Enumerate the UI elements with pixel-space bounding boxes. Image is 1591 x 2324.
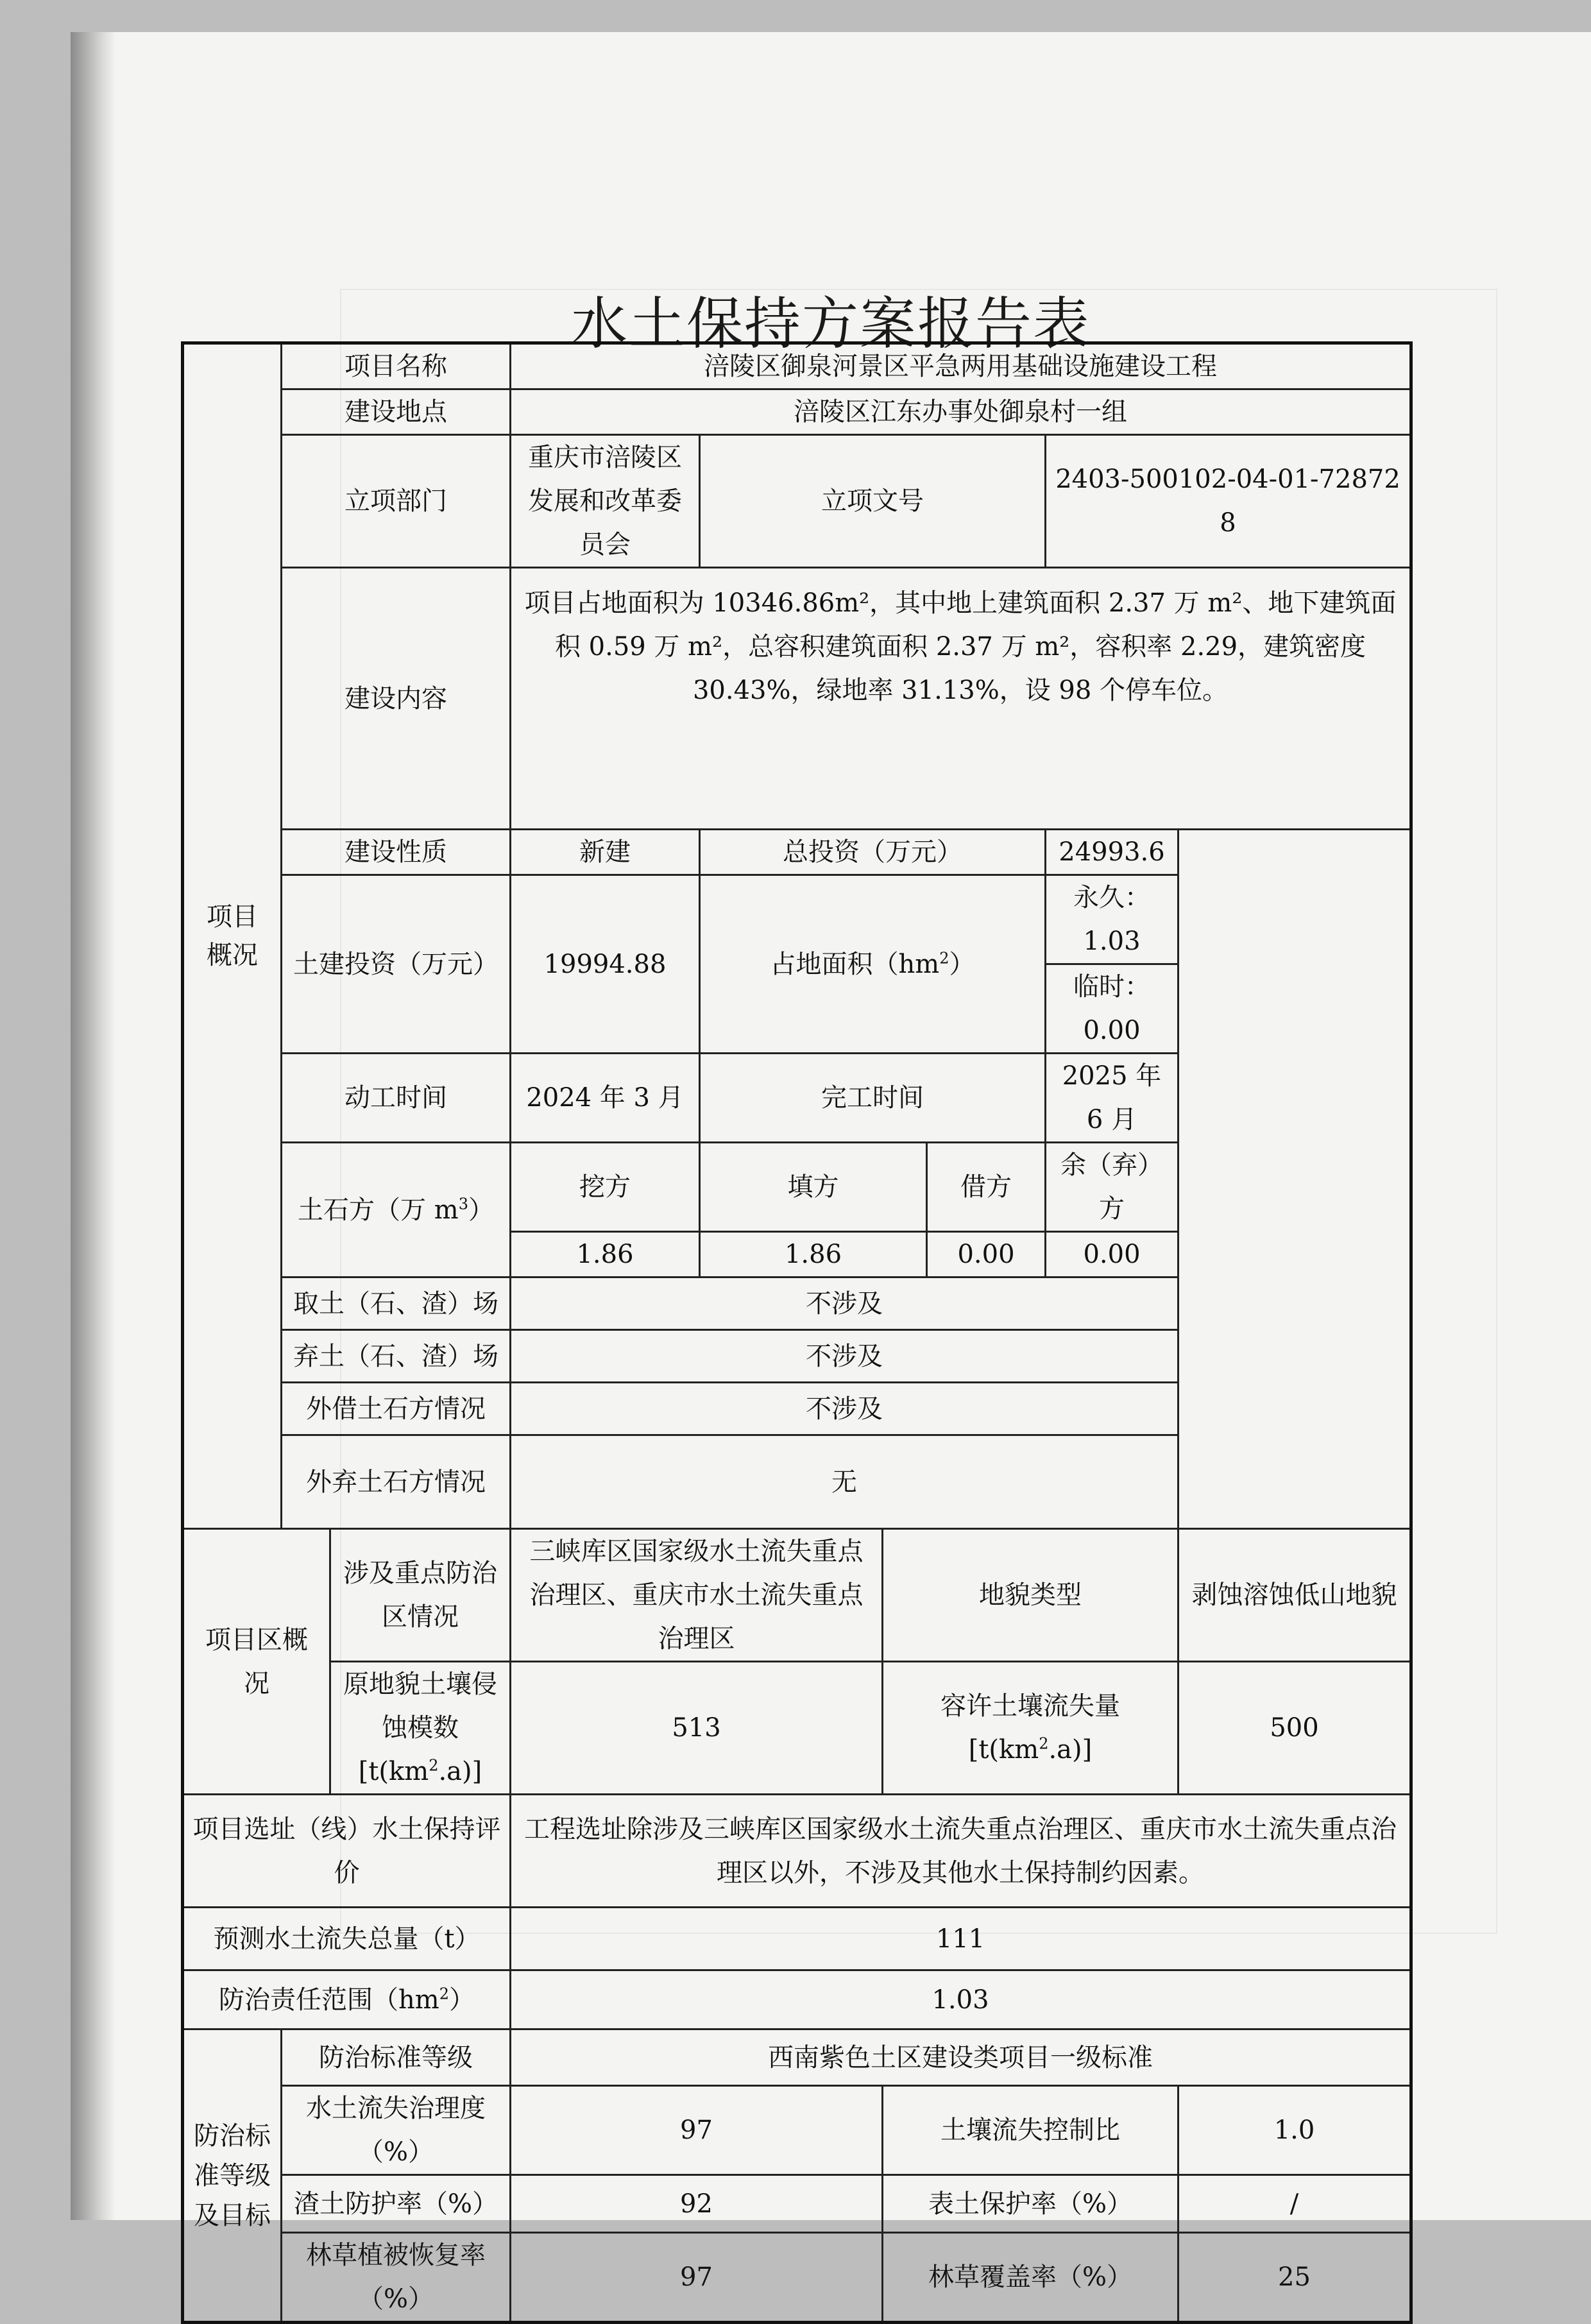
start-time-value: 2024 年 3 月 xyxy=(511,1054,700,1143)
row-location xyxy=(183,389,1411,435)
soil-conservation-report-table xyxy=(181,341,1413,2324)
page-title: 水土保持方案报告表 xyxy=(570,291,1091,357)
total-investment-label: 总投资（万元） xyxy=(700,830,1046,875)
slag-protection-label: 渣土防护率（%） xyxy=(282,2175,511,2233)
row-borrow-site xyxy=(183,1277,1411,1330)
nature-value: 新建 xyxy=(511,830,700,875)
landform-type-value: 剥蚀溶蚀低山地貌 xyxy=(1178,1529,1411,1662)
row-spoil-site xyxy=(183,1330,1411,1383)
surplus-label: 余（弃）方 xyxy=(1046,1143,1178,1232)
content-label: 建设内容 xyxy=(282,568,511,830)
allowable-loss-label: 容许土壤流失量 $[t(km^2.a)]$ xyxy=(883,1662,1178,1795)
finish-time-value: 2025 年 6 月 xyxy=(1046,1054,1178,1143)
location-value: 涪陵区江东办事处御泉村一组 xyxy=(511,389,1411,435)
civil-investment-label: 土建投资（万元） xyxy=(282,875,511,1054)
land-permanent-value: 永久：1.03 xyxy=(1046,875,1178,964)
row-slag-protection xyxy=(183,2175,1411,2233)
loss-control-ratio-value: 1.0 xyxy=(1178,2086,1411,2175)
veg-restoration-value: 97 xyxy=(511,2233,883,2323)
start-time-label: 动工时间 xyxy=(282,1054,511,1143)
row-earthwork-head xyxy=(183,1143,1411,1232)
borrow-label: 借方 xyxy=(927,1143,1046,1232)
fill-value: 1.86 xyxy=(700,1232,927,1277)
external-spoil-label: 外弃土石方情况 xyxy=(282,1435,511,1529)
fill-label: 填方 xyxy=(700,1143,927,1232)
control-degree-label: 水土流失治理度（%） xyxy=(282,2086,511,2175)
key-zone-value: 三峡库区国家级水土流失重点治理区、重庆市水土流失重点治理区 xyxy=(511,1529,883,1662)
erosion-modulus-value: 513 xyxy=(511,1662,883,1795)
excavation-label: 挖方 xyxy=(511,1143,700,1232)
project-overview-label: 项目概况 xyxy=(183,343,282,1529)
borrow-site-value: 不涉及 xyxy=(511,1277,1178,1330)
forest-coverage-value: 25 xyxy=(1178,2233,1411,2323)
predicted-loss-value: 111 xyxy=(511,1908,1411,1970)
std-level-label: 防治标准等级 xyxy=(282,2029,511,2086)
row-external-spoil xyxy=(183,1435,1411,1529)
row-std-level xyxy=(183,2029,1411,2086)
page-binding-shadow xyxy=(71,32,115,2220)
project-name-label: 项目名称 xyxy=(282,343,511,389)
external-spoil-value: 无 xyxy=(511,1435,1178,1529)
approval-dept-value: 重庆市涪陵区发展和改革委员会 xyxy=(511,435,700,568)
veg-restoration-label: 林草植被恢复率（%） xyxy=(282,2233,511,2323)
row-schedule xyxy=(183,1054,1411,1143)
row-predicted-loss xyxy=(183,1908,1411,1970)
row-content xyxy=(183,568,1411,830)
control-degree-value: 97 xyxy=(511,2086,883,2175)
row-resp-scope xyxy=(183,1970,1411,2029)
allowable-loss-value: 500 xyxy=(1178,1662,1411,1795)
row-project-name xyxy=(183,343,1411,389)
row-veg-restoration xyxy=(183,2233,1411,2323)
content-value: 项目占地面积为 10346.86m²，其中地上建筑面积 2.37 万 m²、地下建筑面积 0.59 万 m²，总容积建筑面积 2.37 万 m²，容积率 2.29，建筑密度 30.43%，绿地率 31.13%，设 98 个停车位。 xyxy=(511,568,1411,830)
project-name-value: 涪陵区御泉河景区平急两用基础设施建设工程 xyxy=(511,343,1411,389)
row-siting-eval xyxy=(183,1795,1411,1908)
row-external-borrow xyxy=(183,1383,1411,1435)
std-level-value: 西南紫色土区建设类项目一级标准 xyxy=(511,2029,1411,2086)
approval-no-label: 立项文号 xyxy=(700,435,1046,568)
siting-eval-label: 项目选址（线）水土保持评价 xyxy=(183,1795,511,1908)
row-key-zone xyxy=(183,1529,1411,1662)
external-borrow-value: 不涉及 xyxy=(511,1383,1178,1435)
landform-type-label: 地貌类型 xyxy=(883,1529,1178,1662)
borrow-value: 0.00 xyxy=(927,1232,1046,1277)
resp-scope-value: 1.03 xyxy=(511,1970,1411,2029)
borrow-site-label: 取土（石、渣）场 xyxy=(282,1277,511,1330)
surplus-value: 0.00 xyxy=(1046,1232,1178,1277)
excavation-value: 1.86 xyxy=(511,1232,700,1277)
row-civil-investment-a xyxy=(183,875,1411,964)
approval-no-value: 2403-500102-04-01-728728 xyxy=(1046,435,1411,568)
land-temporary-value: 临时：0.00 xyxy=(1046,964,1178,1054)
earthwork-label: 土石方（万 $m^3$） xyxy=(282,1143,511,1277)
spoil-site-label: 弃土（石、渣）场 xyxy=(282,1330,511,1383)
land-area-label: 占地面积$(hm^2)$ xyxy=(700,875,1046,1054)
topsoil-protection-label: 表土保护率（%） xyxy=(883,2175,1178,2233)
row-approval xyxy=(183,435,1411,568)
row-nature xyxy=(183,830,1411,875)
external-borrow-label: 外借土石方情况 xyxy=(282,1383,511,1435)
row-erosion xyxy=(183,1662,1411,1795)
resp-scope-label: 防治责任范围$(hm^2)$ xyxy=(183,1970,511,2029)
forest-coverage-label: 林草覆盖率（%） xyxy=(883,2233,1178,2323)
siting-eval-value: 工程选址除涉及三峡库区国家级水土流失重点治理区、重庆市水土流失重点治理区以外，不涉及其他水土保持制约因素。 xyxy=(511,1795,1411,1908)
predicted-loss-label: 预测水土流失总量（t） xyxy=(183,1908,511,1970)
nature-label: 建设性质 xyxy=(282,830,511,875)
civil-investment-value: 19994.88 xyxy=(511,875,700,1054)
key-zone-label: 涉及重点防治区情况 xyxy=(330,1529,511,1662)
row-control-degree xyxy=(183,2086,1411,2175)
approval-dept-label: 立项部门 xyxy=(282,435,511,568)
location-label: 建设地点 xyxy=(282,389,511,435)
slag-protection-value: 92 xyxy=(511,2175,883,2233)
loss-control-ratio-label: 土壤流失控制比 xyxy=(883,2086,1178,2175)
std-group-label: 防治标准等级及目标 xyxy=(183,2029,282,2323)
topsoil-protection-value: / xyxy=(1178,2175,1411,2233)
erosion-modulus-label: 原地貌土壤侵蚀模数 $[t(km^2.a)]$ xyxy=(330,1662,511,1795)
area-overview-label: 项目区概况 xyxy=(183,1529,330,1795)
finish-time-label: 完工时间 xyxy=(700,1054,1046,1143)
spoil-site-value: 不涉及 xyxy=(511,1330,1178,1383)
total-investment-value: 24993.6 xyxy=(1046,830,1178,875)
